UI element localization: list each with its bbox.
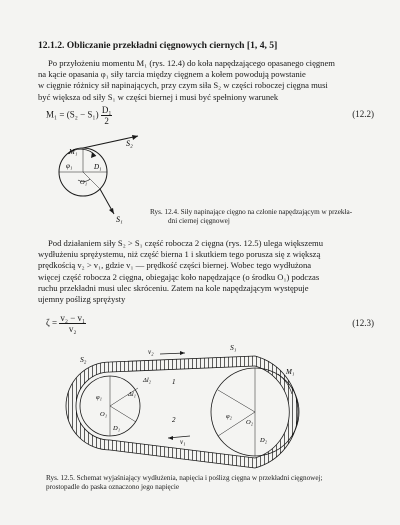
figure-12-5-diagram: [40, 344, 358, 470]
label-s1: S₁: [116, 215, 123, 224]
fraction-denominator: v₂: [68, 324, 77, 334]
label-m1: M₁: [69, 148, 78, 156]
fraction-numerator: D₁: [101, 105, 112, 115]
label-part-2: 2: [172, 416, 176, 424]
label-o1: O₁: [100, 411, 107, 418]
label-v2: v₂: [148, 348, 154, 356]
label-phi1: φ₁: [66, 162, 73, 170]
equation-12-2: [38, 105, 374, 129]
paragraph-1: [38, 58, 374, 103]
label-o2: O₂: [246, 419, 253, 426]
paragraph-1-line: na kącie opasania φ₁ siły tarcia między cięgnem a kołem powodują powstanie: [38, 69, 306, 80]
equation-fraction: [101, 105, 113, 126]
paragraph-2-line: prędkością v₂ > v₁, gdzie v₁ — prędkość części biernej. Wobec tego wydłużona: [38, 260, 312, 271]
label-dl1: Δl₁: [128, 391, 136, 398]
fraction-denominator: 2: [104, 116, 109, 126]
paragraph-1-line: Po przyłożeniu momentu M₁ (rys. 12.4) do koła napędzającego opasanego cięgnem: [48, 58, 335, 68]
label-d1: D₁: [94, 163, 102, 171]
caption-line: Rys. 12.4. Siły napinające cięgno na członie napędzającym w przekła-: [150, 208, 353, 216]
label-m1: M₁: [286, 368, 295, 376]
paragraph-1-line: być większa od siły S₁ w części biernej i musi być spełniony warunek: [38, 91, 279, 102]
caption-line: dni ciernej cięgnowej: [168, 217, 230, 225]
section-heading: 12.1.2. Obliczanie przekładni cięgnowych ciernych [1, 4, 5]: [38, 40, 278, 51]
label-o1: O₁: [80, 179, 87, 186]
label-part-1: 1: [172, 378, 176, 386]
label-dl2: Δl₂: [143, 377, 151, 384]
label-v1: v₁: [180, 438, 186, 446]
paragraph-2-line: wydłużeniu sprężystemu, niż część bierna 1 i skutkiem tego porusza się z większą: [38, 249, 321, 260]
label-s1-top: S₁: [230, 344, 237, 352]
paragraph-2-line: ujemny poślizg sprężysty: [38, 294, 126, 305]
figure-12-4-diagram: [38, 132, 148, 224]
label-phi1: φ₁: [96, 394, 102, 401]
label-d2: D₂: [260, 437, 267, 444]
paragraph-2: [38, 238, 374, 305]
label-d1: D₁: [113, 425, 120, 432]
label-s2-left: S₂: [80, 355, 87, 364]
paragraph-2-line: Pod działaniem siły S₂ > S₁ część robocza 2 cięgna (rys. 12.5) ulega większemu: [48, 238, 324, 248]
caption-line: prostopadle do paska oznaczono jego napięcie: [46, 483, 180, 491]
equation-fraction: [59, 313, 86, 334]
v2-arrowhead: [180, 351, 185, 355]
fraction-numerator: v₂ − v₁: [60, 313, 86, 323]
label-s2: S₂: [126, 139, 133, 148]
belt-arrowhead: [109, 208, 114, 214]
equation-12-3: [38, 313, 374, 339]
paragraph-1-line: w cięgnie różnicy sił napinających, przy czym siła S₂ w części roboczej cięgna musi: [38, 80, 328, 91]
paragraph-2-line: ruchu przekładni musi ulec skróceniu. Zatem na kole napędzającym występuje: [38, 282, 309, 293]
paragraph-2-line: więcej część robocza 2 cięgna, obiegając koło napędzające (o środku O₁) podczas: [38, 271, 320, 282]
equation-lhs: ζ =: [46, 317, 58, 328]
label-phi2: φ₂: [226, 413, 232, 420]
figure-12-5-caption: [46, 474, 323, 492]
equation-lhs: M₁ = (S₂ − S₁): [46, 109, 99, 120]
figure-12-4-caption: [150, 208, 352, 226]
equation-number: (12.3): [352, 318, 374, 328]
equation-number: (12.2): [352, 109, 374, 119]
caption-line: Rys. 12.5. Schemat wyjaśniający wydłużenia, napięcia i poślizg cięgna w przekładni cięgnowej;: [46, 474, 323, 482]
